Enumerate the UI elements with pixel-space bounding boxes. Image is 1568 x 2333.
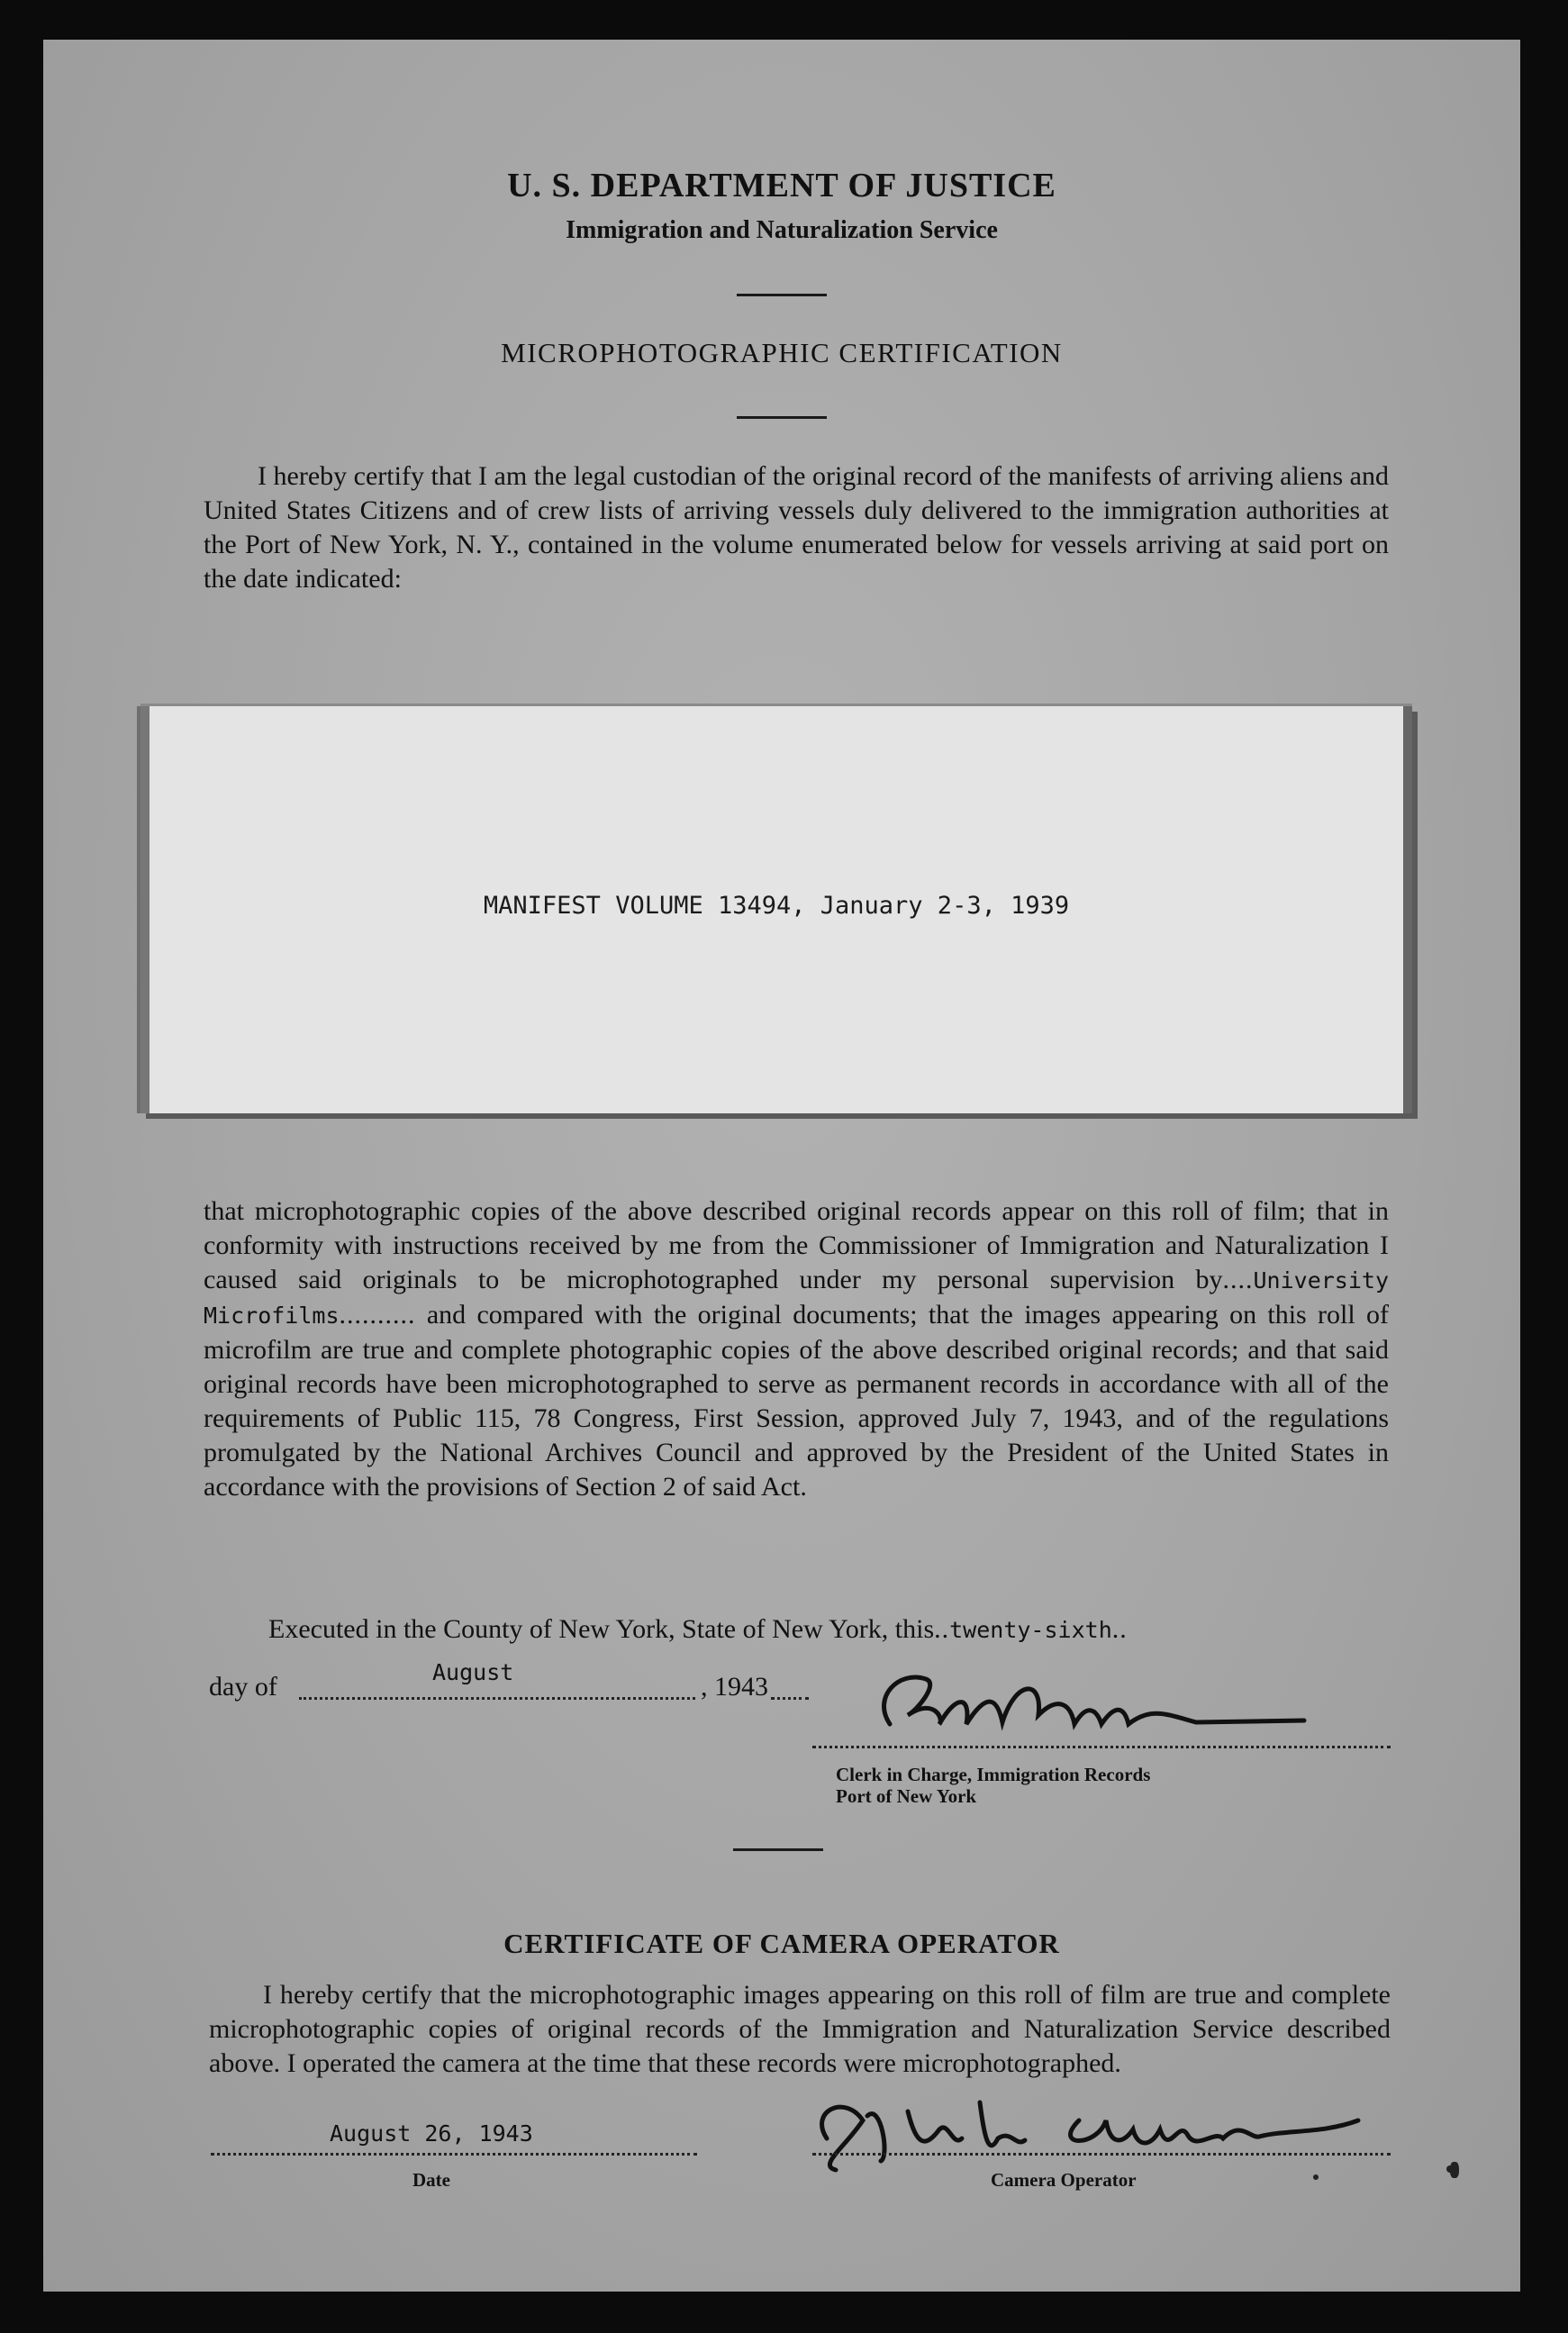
body-text-part1: that microphotographic copies of the above described original records appear on this roll of film; that in conformity with instructions received by me from the Commissioner of Immigration and Naturalization I caused said originals to be microphotographed under my personal supervision by xyxy=(204,1196,1389,1294)
divider xyxy=(737,416,827,419)
camera-operator-line xyxy=(812,2153,1391,2156)
intro-text: I hereby certify that I am the legal custodian of the original record of the manifests of arriving aliens and United States Citizens and of crew lists of arriving vessels duly delivered to the immigration authorities at the Port of New York, N. Y., contained in the volume enumerated below for vessels arriving at said port on the date indicated: xyxy=(204,461,1389,594)
department-heading: U. S. DEPARTMENT OF JUSTICE xyxy=(507,167,1056,204)
manifest-volume-text: MANIFEST VOLUME 13494, January 2-3, 1939 xyxy=(483,892,1070,920)
year-dotted-line xyxy=(771,1697,809,1700)
body-paragraph: that microphotographic copies of the above described original records appear on this roll of film; that in conformity with instructions received by me from the Commissioner of Immigration and Naturalization I caused said originals to be microphotographed under my personal supervision by....University Microfilms.......... and compared with the original documents; that the images appearing on this roll of microfilm are true and complete photographic copies of the above described original records; and that said original records have been microphotographed to serve as permanent records in accordance with all of the requirements of Public 115, 78 Congress, First Session, approved July 7, 1943, and of the regulations promulgated by the National Archives Council and approved by the President of the United States in accordance with the provisions of Section 2 of said Act. xyxy=(204,1196,1390,1502)
executed-day: twenty-sixth xyxy=(949,1617,1112,1643)
divider xyxy=(737,294,827,296)
speck xyxy=(1313,2174,1319,2180)
day-of-label: day of xyxy=(209,1672,277,1702)
day-of-line xyxy=(209,1672,277,1702)
divider xyxy=(733,1848,823,1851)
camera-date-label: Date xyxy=(412,2169,450,2191)
camera-operator-heading: CERTIFICATE OF CAMERA OPERATOR xyxy=(503,1928,1060,1959)
camera-text: I hereby certify that the microphotographic images appearing on this roll of film are true and complete microphotographic copies of original records of the Immigration and Naturalization Service described above. I operated the camera at the time that these records were microphotographed. xyxy=(209,1980,1391,2078)
service-subheading: Immigration and Naturalization Service xyxy=(566,216,998,244)
month-dotted-line xyxy=(299,1697,695,1700)
camera-paragraph xyxy=(209,1978,1391,2081)
clerk-signature-line xyxy=(812,1746,1391,1748)
edge-smudge xyxy=(1450,2162,1459,2178)
certificate-page xyxy=(43,40,1520,2292)
certification-title: MICROPHOTOGRAPHIC CERTIFICATION xyxy=(501,337,1063,368)
executed-month: August xyxy=(432,1659,514,1685)
clerk-title xyxy=(836,1764,1150,1807)
intro-paragraph xyxy=(204,459,1389,596)
manifest-card xyxy=(140,706,1412,1113)
clerk-title-line1: Clerk in Charge, Immigration Records xyxy=(836,1764,1151,1785)
supervisor-name: University Microfilms xyxy=(204,1267,1389,1329)
camera-date-line xyxy=(211,2153,697,2156)
executed-line: Executed in the County of New York, State of New York, this..twenty-sixth.. xyxy=(268,1614,1128,1644)
executed-year: , 1943 xyxy=(701,1672,768,1702)
clerk-title-line2: Port of New York xyxy=(836,1785,977,1807)
camera-date-value: August 26, 1943 xyxy=(330,2120,533,2147)
executed-lead: Executed in the County of New York, State of New York, this xyxy=(268,1614,935,1644)
camera-operator-label: Camera Operator xyxy=(991,2169,1137,2191)
body-text-part2: and compared with the original documents; that the images appearing on this roll of microfilm are true and complete photographic copies of the above described original records; and that said original records have been microphotographed to serve as permanent records in accordance with all of the requirements of Public 115, 78 Congress, First Session, approved July 7, 1943, and of the regulations promulgated by the National Archives Council and approved by the President of the United States in accordance with the provisions of Section 2 of said Act. xyxy=(204,1300,1390,1502)
